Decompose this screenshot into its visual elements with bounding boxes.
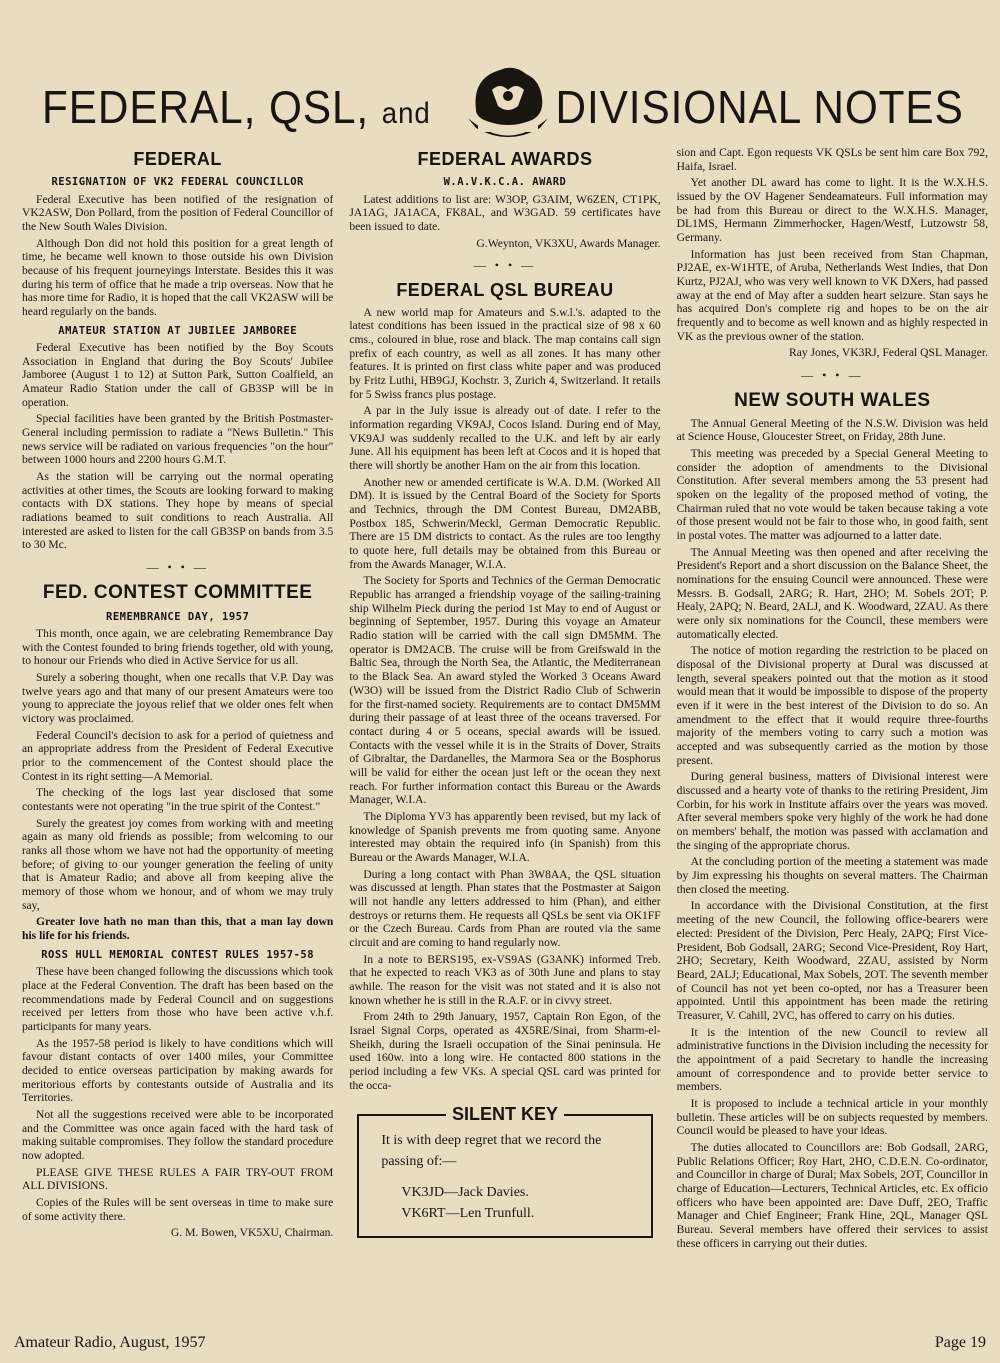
paragraph: The notice of motion regarding the restriction to be placed on disposal of the Divisional property at Dural was discussed at length, several speakers pointed out that the motion as it stood would mean that it would be impossible to dispose of the property even if it were in the best interest of the Division to do so. An amendment to the effect that it would require three-fourths majority of the members voting to carry such a motion was accepted and was subsequently carried as the motion by those present.: [676, 644, 988, 767]
column-3: [677, 146, 988, 1321]
signature: G. M. Bowen, VK5XU, Chairman.: [170, 1226, 334, 1240]
paragraph: As the 1957-58 period is likely to have conditions which will favour distant contacts of over 1400 miles, your Committee decided to entice overseas participation by making awards for meritorious efforts by contestants outside of Australia and its Territories.: [22, 1036, 334, 1105]
paragraph: These have been changed following the discussions which took place at the Federal Convention. The draft has been based on the recommendations made by Federal Council and on suggestions received per letters from those who have been active v.h.f. participants for many years.: [22, 965, 334, 1033]
section-heading-federal-awards: FEDERAL AWARDS: [417, 149, 593, 169]
paragraph: Special facilities have been granted by the British Postmaster-General including permission to radiate a "News Bulletin." This news service will be radiated on various frequencies "on the hour" between 1000 hours and 2200 hours G.M.T.: [22, 412, 334, 467]
paragraph: The Annual General Meeting of the N.S.W. Division was held at Science House, Gloucester Street, on Friday, 28th June.: [676, 416, 988, 444]
paragraph: This meeting was preceded by a Special General Meeting to consider the adoption of amendments to the Divisional Constitution. After several members among the 53 present had spoken on the legality of the proposed method of voting, the Chairman ruled that no vote would be taken because taking a vote of those present would not be fair to those who, in good faith, sent in postal votes. The matter was adjourned to a latter date.: [676, 446, 988, 543]
quotation: Greater love hath no man than this, that a man lay down his life for his friends.: [22, 915, 334, 943]
silent-key-title: SILENT KEY: [446, 1104, 564, 1125]
paragraph: Another new or amended certificate is W.A. D.M. (Worked All DM). It is issued by the Central Board of the Society for Sports and Technics, through the DM Contest Bureau, DM2ABB, Postbox 185, Schwerin/Meckl, German Democratic Republic. There are 15 DM districts to contact. As the rules are too lengthy to quote here, full details may be obtained from this Bureau or from the Awards Manager, W.I.A.: [349, 475, 661, 571]
footer-publication: Amateur Radio, August, 1957: [14, 1334, 206, 1351]
subheading-ross-hull-rules: ROSS HULL MEMORIAL CONTEST RULES 1957-58: [41, 948, 315, 961]
paragraph: sion and Capt. Egon requests VK QSLs be sent him care Box 792, Haifa, Israel.: [676, 146, 988, 173]
subheading-remembrance-day: REMEMBRANCE DAY, 1957: [106, 610, 250, 623]
article-columns: [22, 146, 988, 1321]
paragraph: At the concluding portion of the meeting a statement was made by Jim expressing his thoughts on several matters. The Chairman then closed the meeting.: [676, 855, 988, 896]
subheading-wavkca-award: W.A.V.K.C.A. AWARD: [443, 176, 567, 189]
paragraph: Yet another DL award has come to light. It is the W.X.H.S. issued by the OV Hagener Sendeamateurs. Full information may be had from this Bureau or direct to the W.X.H.S. Manager, DL1MS, Hermann Zimmerhocker, Hagen/Westf, Lutzowstr 58, Germany.: [676, 176, 988, 245]
paragraph: In a note to BERS195, ex-VS9AS (G3ANK) informed Treb. that he expected to reach VK3 as of 30th June and plans to stay awhile. The reason for the visit was not stated and it is also not known whether he is still in the R.A.F. or in civvy street.: [349, 952, 661, 1007]
section-heading-new-south-wales: NEW SOUTH WALES: [734, 390, 931, 412]
paragraph: A new world map for Amateurs and S.w.l.'s. adapted to the latest conditions has been issued in the practical size of 98 x 60 cms., coloured in blue, rose and black. The map contains call sign prefix of each country, as well as all zones. It has many other features. It is printed on first class white paper and was produced by Fritz Luthi, HB9GJ, Kochstr. 3, Zurich 4, Switzerland. It retails for 5 Swiss francs plus postage.: [349, 305, 661, 401]
column-2: [349, 146, 660, 1321]
subheading-resignation: RESIGNATION OF VK2 FEDERAL COUNCILLOR: [51, 176, 304, 189]
subheading-jamboree: AMATEUR STATION AT JUBILEE JAMBOREE: [58, 324, 298, 337]
paragraph: The Diploma YV3 has apparently been revised, but my lack of knowledge of Spanish prevents me from quoting same. Anyone interested may obtain the required info (in Spanish) from this Bureau or the Awards Manager, W.I.A.: [349, 809, 661, 864]
paragraph: Information has just been received from Stan Chapman, PJ2AE, ex-W1HTE, of Aruba, Netherlands West Indies, that Don Kurtz, PJ2AJ, who was very well known to VK DXers, had passed away at the end of May after a sudden heart seizure. Stan says he has acquired Don's complete rig and hopes to be on the air frequently and to become as well known and as highly respected in VK as the previous owner of the station.: [676, 247, 988, 343]
masthead-title-left: [42, 80, 431, 134]
paragraph: Surely the greatest joy comes from working with and meeting again as many old friends as possible; from welcoming to our ranks all those whom we have not had the opportunity of meeting before; of giving to our younger generation the feeling of unity that is Amateur Radio; and above all from keeping alive the memory of those whom we honour, and of whom we may truly say,: [22, 816, 334, 912]
masthead-left-text: FEDERAL, QSL,: [42, 81, 370, 133]
paragraph: Copies of the Rules will be sent overseas in time to make sure of some activity there.: [22, 1195, 334, 1223]
paragraph: Federal Executive has been notified by the Boy Scouts Association in England that during the Boy Scouts' Jubilee Jamboree (August 1 to 12) at Sutton Park, Sutton Coalfield, an Amateur Radio Station under the call of GB3SP will be in operation.: [22, 341, 334, 409]
paragraph: During general business, matters of Divisional interest were discussed and a hearty vote of thanks to the retiring President, Jim Corbin, for his work in Institute affairs over the years was moved. After several members spoke very highly of the work he had done on members' behalf, the motion was passed with acclamation and the singing of the appropriate chorus.: [676, 770, 988, 852]
paragraph: Surely a sobering thought, when one recalls that V.P. Day was twelve years ago and that many of our present Amateurs were too young to appreciate the joyous relief that we older ones felt when victory was proclaimed.: [22, 671, 334, 726]
paragraph: The Annual Meeting was then opened and after receiving the President's Report and a short discussion on the Balance Sheet, the nominations for the ensuing Council were announced. These were Messrs. B. Godsall, 2ARG; R. Hart, 2HO; M. Sobels 2OT; P. Healy, 2APQ; N. Beard, 2ALJ, and K. Woodward, 2ZAU. As there were only six nominations for the Council, these members were automatically elected.: [676, 545, 988, 641]
wia-emblem-icon: [448, 58, 568, 153]
paragraph: Not all the suggestions received were able to be incorporated and the Committee was once again faced with the hard task of making suitable compromises. They follow the standard procedure now adopted.: [22, 1107, 334, 1162]
silent-key-entry: VK3JD—Jack Davies.: [401, 1185, 529, 1201]
paragraph: The duties allocated to Councillors are: Bob Godsall, 2ARG, Public Relations Officer; Roy Hart, 2HO, C.D.E.N. Co-ordinator, and Councillor in charge of Dural; Max Sobels, 2OT, Councillor in charge of Education—Lecturers, Technical Articles, etc. Ex officio officers who have been appointed are: Dave Duff, 2EO, Traffic Manager and Chief Engineer; Frank Hine, 2QL, Manager QSL Bureau. Several members have offered their services to assist these officers in carrying out their duties.: [676, 1140, 988, 1250]
paragraph: It is proposed to include a technical article in your monthly bulletin. These articles will be on subjects requested by members. Council would be pleased to have your ideas.: [676, 1096, 988, 1138]
paragraph: Although Don did not hold this position for a great length of time, he became well known to those outside his own Division because of his frequent journeyings Interstate. Besides this it was during his term of office that he made a trip overseas. Now that he has more time for Radio, it is hoped that the call VK2ASW will be heard regularly on the bands.: [22, 236, 334, 318]
separator-ornament: — • • —: [146, 560, 209, 575]
paragraph: The checking of the logs last year disclosed that some contestants were not operating "in the true spirit of the Contest.": [22, 786, 334, 814]
section-heading-federal-qsl-bureau: FEDERAL QSL BUREAU: [396, 280, 614, 301]
paragraph: In accordance with the Divisional Constitution, at the first meeting of the new Council, the following office-bearers were elected: President of the Division, Perc Healy, 2APQ; First Vice-President, Bob Godsall, 2ARG; Second Vice-President, Roy Hart, 2HO; Secretary, Keith Woodward, 2ZAU, assisted by Norm Beard, 2ALJ; Educational, Max Sobels, 2OT. The seventh member of Council has not yet been co-opted, nor has a Treasurer been appointed. Until this appointment has been made the retiring Treasurer, V. Cahill, 2VC, has offered to carry on his duties.: [676, 899, 988, 1022]
masthead: [0, 58, 1000, 148]
footer-page-number: Page 19: [934, 1334, 986, 1351]
silent-key-entry: VK6RT—Len Trunfull.: [401, 1206, 535, 1222]
paragraph: As the station will be carrying out the normal operating activities at other times, the Scouts are looking forward to making contacts with DX stations. They hope by means of special radiations beamed to suit conditions to reach Australia. All interested are asked to listen for the call GB3SP on bands from 3.5 to 30 Mc.: [22, 470, 334, 552]
masthead-title-right: DIVISIONAL NOTES: [555, 81, 964, 133]
signature: Ray Jones, VK3RJ, Federal QSL Manager.: [788, 346, 988, 360]
separator-ornament: — • • —: [473, 258, 537, 273]
signature: G.Weynton, VK3XU, Awards Manager.: [476, 236, 661, 250]
paragraph: Latest additions to list are: W3OP, G3AIM, W6ZEN, CT1PK, JA1AG, JA1ACA, FK8AL, and W3GAD. 59 certificates have been issued to date.: [349, 192, 661, 233]
paragraph: From 24th to 29th January, 1957, Captain Ron Egon, of the Israel Signal Corps, operated as 4X5RE/Sinai, from Sharm-el-Sheikh, during the Israeli occupation of the Sinai peninsula. He used 160w. into a long wire. He contacted 800 stations in the period including a few VKs. A special QSL card was printed for the occa-: [349, 1010, 661, 1092]
paragraph: The Society for Sports and Technics of the German Democratic Republic has arranged a friendship voyage of the sailing-training ship Wilhelm Pieck during the period 1st May to end of August or beginning of September, 1957. During this voyage an Amateur Radio station will be carried with the call sign DM5MM. The operator is DM2ACB. The cruise will be from Greifswald in the Baltic Sea, through the North Sea, the Atlantic, the Mediterranean to the Black Sea. An award styled the Worked 3 Oceans Award (W3O) will be issued from the District Radio Club of Schwerin for the first-named society. Requirements are to contact DM5MM during their passage of at least three of the oceans traversed. For contact during 4 or 5 oceans, special awards will be issued. Contacts with the vessel while it is in the Straits of Dover, Straits of Gibraltar, the Dardanelles, the Marmora Sea or the Bosphorus will be valid for either the ocean just left or the ocean they next reach. For further information contact this Bureau or the Awards Manager, W.I.A.: [349, 574, 661, 807]
paragraph: Federal Executive has been notified of the resignation of VK2ASW, Don Pollard, from the position of Federal Councillor of the New South Wales Division.: [22, 192, 334, 233]
silent-key-box: [357, 1104, 652, 1238]
section-heading-contest-committee: FED. CONTEST COMMITTEE: [42, 582, 313, 604]
paragraph: This month, once again, we are celebrating Remembrance Day with the Contest founded to bring friends together, old with young, to honour our Friends who died in Active Service for us all.: [22, 627, 334, 668]
separator-ornament: — • • —: [801, 368, 864, 383]
paragraph: Federal Council's decision to ask for a period of quietness and an appropriate address from the President of Federal Executive prior to the commencement of the Contest should place the Contest in its right setting—A Memorial.: [22, 728, 334, 783]
paragraph: It is the intention of the new Council to review all administrative functions in the Division including the necessity for the appointment of a paid Secretary to handle the increasing amount of correspondence and to provide better service to members.: [676, 1025, 988, 1094]
masthead-and-text: and: [381, 97, 431, 130]
section-heading-federal: FEDERAL: [133, 149, 222, 169]
paragraph: During a long contact with Phan 3W8AA, the QSL situation was discussed at length. Phan states that the Postmaster at Saigon will not handle any letters addressed to him (Phan), and either destroys or returns them. He requests all QSLs be sent via OK1FF or the Czech Bureau. Cards from Phan are routed via the same circuit and are coming to hand regularly now.: [349, 867, 661, 949]
silent-key-text: It is with deep regret that we record the passing of:—: [381, 1133, 602, 1170]
paragraph: A par in the July issue is already out of date. I refer to the information regarding VK9AJ, Cocos Island. During end of May, VK9AJ was suddenly recalled to the U.K. and left by air early June. All his equipment has been left at Cocos and it is hoped that there will shortly be another Ham on the air from this location.: [349, 404, 661, 473]
paragraph: PLEASE GIVE THESE RULES A FAIR TRY-OUT FROM ALL DIVISIONS.: [22, 1165, 334, 1193]
page-footer: [14, 1334, 986, 1352]
column-1: [22, 146, 333, 1321]
